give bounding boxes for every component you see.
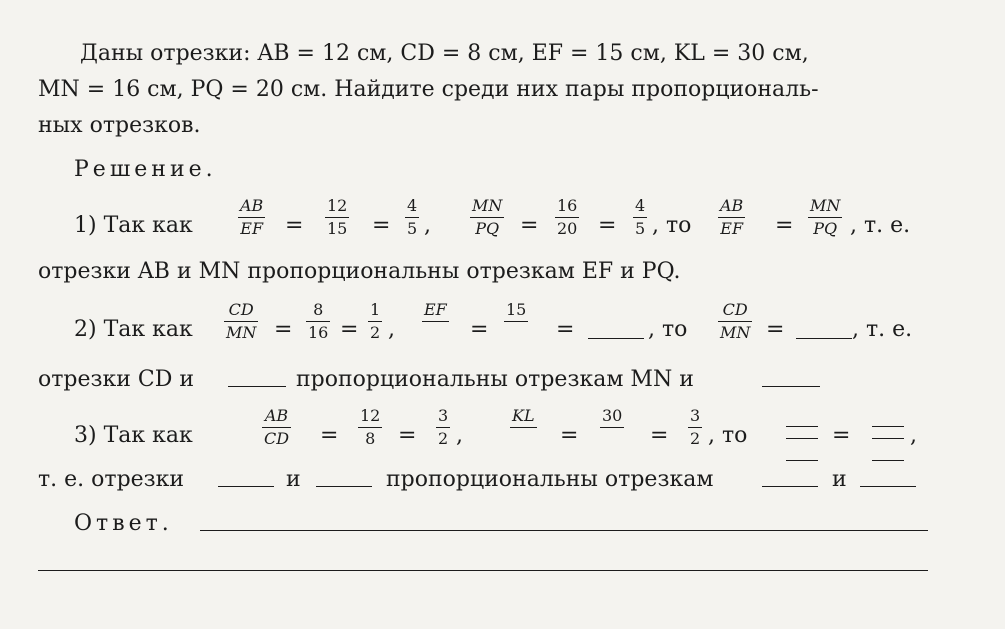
step3-fraction-12-8: 12 8 xyxy=(360,406,381,448)
step3-fraction-bar-2 xyxy=(872,438,904,439)
step3-conclusion-start: т. е. отрезки xyxy=(38,467,185,492)
comma: , xyxy=(388,317,395,342)
equals-sign: = xyxy=(340,317,359,342)
answer-line-2[interactable] xyxy=(38,570,928,571)
step3-blank-segment-1[interactable] xyxy=(218,486,274,487)
step2-conclusion-mid: пропорциональны отрезкам MN и xyxy=(296,367,694,392)
equals-sign: = xyxy=(372,213,391,238)
step3-fraction-3-2: 3 2 xyxy=(438,406,449,448)
step2-fraction-cd-mn: CD MN xyxy=(226,300,257,342)
step1-prefix: 1) Так как xyxy=(74,213,193,238)
step1-fraction-ab-ef-result: AB EF xyxy=(720,196,744,238)
solution-heading: Решение. xyxy=(74,157,217,182)
answer-label: Ответ. xyxy=(74,511,173,536)
equals-sign: = xyxy=(398,423,417,448)
step3-fraction-30-blank: 30 xyxy=(600,406,624,449)
step1-fraction-mn-pq-result: MN PQ xyxy=(810,196,841,238)
step2-blank-result[interactable] xyxy=(796,338,852,339)
step3-conclusion-and-1: и xyxy=(286,467,301,492)
comma: , xyxy=(910,423,917,448)
step3-fraction-bar-1 xyxy=(786,438,818,439)
step2-then: , то xyxy=(648,317,688,342)
equals-sign: = xyxy=(650,423,669,448)
step3-fraction-ab-cd: AB CD xyxy=(264,406,290,448)
step3-conclusion-mid: пропорциональны отрезкам xyxy=(386,467,714,492)
step1-fraction-4-5b: 4 5 xyxy=(635,196,646,238)
answer-line-1[interactable] xyxy=(200,530,928,531)
step2-blank-segment-2[interactable] xyxy=(762,386,820,387)
comma: , xyxy=(424,213,431,238)
problem-line-1: Даны отрезки: AB = 12 см, CD = 8 см, EF = 15 см, KL = 30 см, xyxy=(80,41,809,66)
step3-blank-segment-4[interactable] xyxy=(860,486,916,487)
step1-fraction-mn-pq: MN PQ xyxy=(472,196,503,238)
step3-conclusion-and-2: и xyxy=(832,467,847,492)
step2-prefix: 2) Так как xyxy=(74,317,193,342)
step3-blank-denominator-2[interactable] xyxy=(872,460,904,461)
step2-fraction-cd-mn-result: CD MN xyxy=(720,300,751,342)
step2-blank-ratio[interactable] xyxy=(588,338,644,339)
equals-sign: = xyxy=(320,423,339,448)
step3-fraction-3-2b: 3 2 xyxy=(690,406,701,448)
equals-sign: = xyxy=(470,317,489,342)
step3-then: , то xyxy=(708,423,748,448)
problem-line-2: MN = 16 см, PQ = 20 см. Найдите среди них пары пропорциональ- xyxy=(38,77,819,102)
step2-fraction-15-blank: 15 xyxy=(504,300,528,343)
step2-blank-segment-1[interactable] xyxy=(228,386,286,387)
step3-fraction-kl-blank: KL xyxy=(510,406,537,449)
equals-sign: = xyxy=(285,213,304,238)
step1-that-is: , т. е. xyxy=(850,213,911,238)
step1-fraction-ab-ef: AB EF xyxy=(240,196,264,238)
equals-sign: = xyxy=(274,317,293,342)
step3-blank-segment-3[interactable] xyxy=(762,486,818,487)
step3-blank-numerator-2[interactable] xyxy=(872,426,904,427)
step1-fraction-16-20: 16 20 xyxy=(557,196,578,238)
step3-prefix: 3) Так как xyxy=(74,423,193,448)
step1-fraction-4-5: 4 5 xyxy=(407,196,418,238)
step2-fraction-8-16: 8 16 xyxy=(308,300,329,342)
equals-sign: = xyxy=(556,317,575,342)
step3-blank-denominator-1[interactable] xyxy=(786,460,818,461)
step3-blank-segment-2[interactable] xyxy=(316,486,372,487)
problem-line-3: ных отрезков. xyxy=(38,113,201,138)
equals-sign: = xyxy=(520,213,539,238)
step2-fraction-ef-blank: EF xyxy=(422,300,449,343)
step2-conclusion-start: отрезки CD и xyxy=(38,367,195,392)
equals-sign: = xyxy=(832,423,851,448)
step3-blank-numerator-1[interactable] xyxy=(786,426,818,427)
step1-conclusion: отрезки AB и MN пропорциональны отрезкам EF и PQ. xyxy=(38,259,681,284)
equals-sign: = xyxy=(775,213,794,238)
equals-sign: = xyxy=(598,213,617,238)
step2-fraction-1-2: 1 2 xyxy=(370,300,381,342)
step1-fraction-12-15: 12 15 xyxy=(327,196,348,238)
equals-sign: = xyxy=(560,423,579,448)
step2-that-is: , т. е. xyxy=(852,317,913,342)
step1-then: , то xyxy=(652,213,692,238)
equals-sign: = xyxy=(766,317,785,342)
comma: , xyxy=(456,423,463,448)
